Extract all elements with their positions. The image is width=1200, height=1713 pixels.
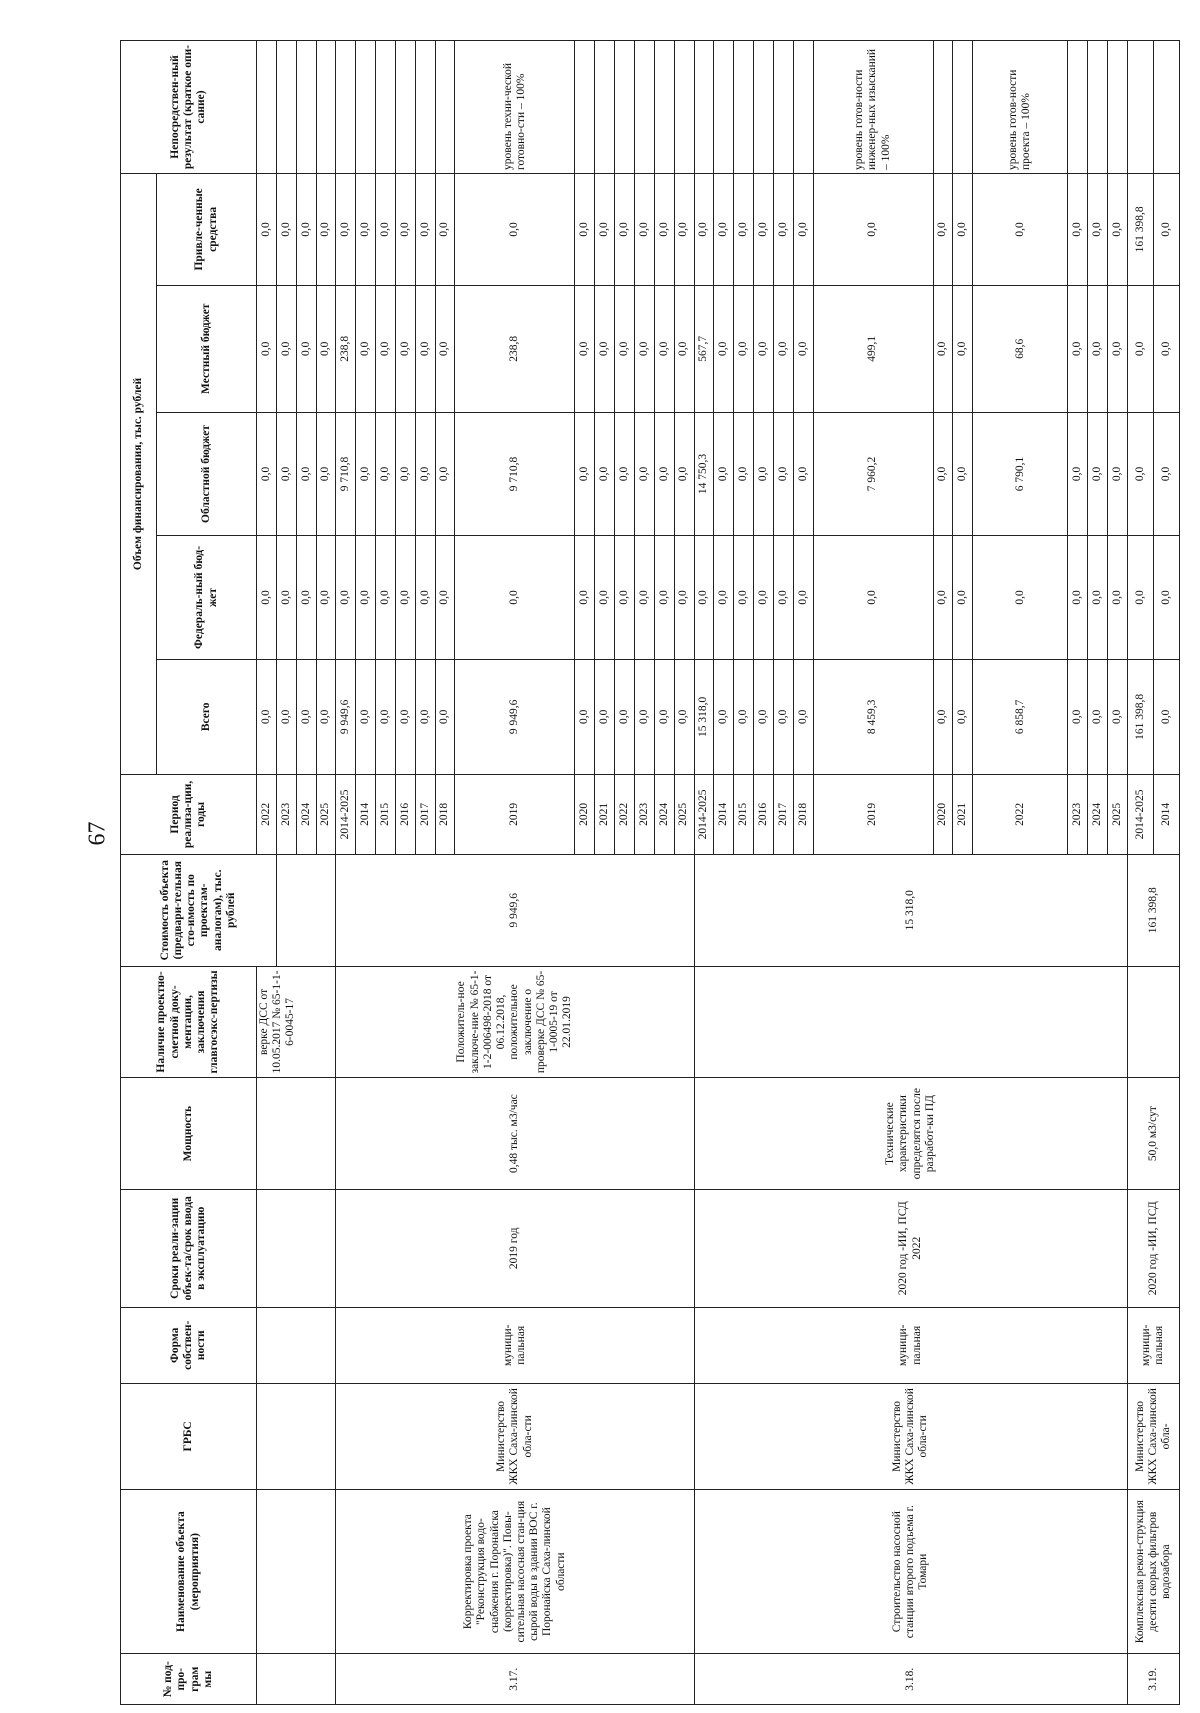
federal-cell: 0,0: [336, 536, 356, 659]
attracted-cell: 0,0: [793, 173, 813, 285]
result-cell: [336, 41, 356, 174]
cost-3-19: 161 398,8: [1127, 854, 1179, 966]
cost-3-17: 9 949,6: [336, 854, 694, 966]
period-cell: 2022: [257, 774, 277, 854]
total-cell: 0,0: [595, 659, 615, 774]
total-cell: 0,0: [615, 659, 635, 774]
object-name-3-17: Корректировка проекта "Реконструкция водо-снабжения г. Поронайска (корректировка)". Повы-сительная насосная стан-ция сырой воды в здании ВОС г. Поронайска Саха-линской области: [336, 1489, 694, 1654]
attracted-cell: 0,0: [356, 173, 376, 285]
object-name-3-19: Комплексная рекон-струкция десяти скорых фильтров водозабора: [1127, 1489, 1179, 1654]
regional-cell: 14 750,3: [694, 412, 714, 535]
total-cell: 0,0: [773, 659, 793, 774]
result-cell: [356, 41, 376, 174]
ownership-3-19: муници-пальная: [1127, 1307, 1179, 1383]
header-num: № под-про-грам мы: [121, 1654, 257, 1705]
terms-3-18: 2020 год -ИИ, ПСД 2022: [694, 1189, 1127, 1307]
header-local: Местный бюджет: [157, 285, 257, 412]
regional-cell: 0,0: [1068, 412, 1088, 535]
attracted-cell: 0,0: [435, 173, 455, 285]
header-period: Период реализа-ции, годы: [121, 774, 257, 854]
period-cell: 2018: [435, 774, 455, 854]
local-cell: 0,0: [296, 285, 316, 412]
local-cell: 0,0: [634, 285, 654, 412]
regional-cell: 0,0: [1127, 412, 1153, 535]
regional-cell: 0,0: [953, 412, 973, 535]
period-cell: 2025: [316, 774, 336, 854]
capacity-3-18: Технические характеристики определятся после разработ-ки ПД: [694, 1078, 1127, 1190]
regional-cell: 7 960,2: [813, 412, 933, 535]
result-cell: [674, 41, 694, 174]
result-cell: [575, 41, 595, 174]
regional-cell: 0,0: [734, 412, 754, 535]
total-cell: 0,0: [395, 659, 415, 774]
attracted-cell: 0,0: [415, 173, 435, 285]
total-cell: 0,0: [296, 659, 316, 774]
psd-3-18: [694, 966, 1127, 1078]
local-cell: 567,7: [694, 285, 714, 412]
local-cell: 0,0: [1088, 285, 1108, 412]
period-cell: 2014: [714, 774, 734, 854]
local-cell: 0,0: [1068, 285, 1088, 412]
result-cell: [634, 41, 654, 174]
total-cell: 8 459,3: [813, 659, 933, 774]
period-cell: 2020: [933, 774, 953, 854]
period-cell: 2017: [773, 774, 793, 854]
local-cell: 0,0: [257, 285, 277, 412]
total-cell: 0,0: [415, 659, 435, 774]
header-ownership: Форма собствен-ности: [121, 1307, 257, 1383]
local-cell: 0,0: [953, 285, 973, 412]
header-total: Всего: [157, 659, 257, 774]
federal-cell: 0,0: [933, 536, 953, 659]
row-num-3-19: 3.19.: [1127, 1654, 1179, 1705]
federal-cell: 0,0: [376, 536, 396, 659]
header-psd: Наличие проектно-сметной доку-ментации, заключения главгосэкс-пертизы: [121, 966, 257, 1078]
result-cell: [595, 41, 615, 174]
result-cell: [1153, 41, 1179, 174]
federal-cell: 0,0: [1088, 536, 1108, 659]
period-cell: 2018: [793, 774, 813, 854]
result-cell: [1088, 41, 1108, 174]
result-3-18-2019: уровень готов-ности инженер-ных изысканий – 100%: [813, 41, 933, 174]
total-cell: 0,0: [435, 659, 455, 774]
local-cell: 0,0: [1127, 285, 1153, 412]
attracted-cell: 161 398,8: [1127, 173, 1153, 285]
regional-cell: 0,0: [793, 412, 813, 535]
total-cell: 0,0: [257, 659, 277, 774]
local-cell: 0,0: [356, 285, 376, 412]
regional-cell: 0,0: [773, 412, 793, 535]
local-cell: 0,0: [793, 285, 813, 412]
period-cell: 2024: [654, 774, 674, 854]
result-cell: [694, 41, 714, 174]
federal-cell: 0,0: [356, 536, 376, 659]
federal-cell: 0,0: [694, 536, 714, 659]
total-cell: 0,0: [376, 659, 396, 774]
period-cell: 2015: [734, 774, 754, 854]
ownership-3-18: муници-пальная: [694, 1307, 1127, 1383]
federal-cell: 0,0: [674, 536, 694, 659]
local-cell: 499,1: [813, 285, 933, 412]
regional-cell: 0,0: [674, 412, 694, 535]
result-cell: [953, 41, 973, 174]
attracted-cell: 0,0: [714, 173, 734, 285]
total-cell: 0,0: [316, 659, 336, 774]
attracted-cell: 0,0: [654, 173, 674, 285]
total-cell: 0,0: [575, 659, 595, 774]
federal-cell: 0,0: [714, 536, 734, 659]
regional-cell: 0,0: [1107, 412, 1127, 535]
federal-cell: 0,0: [734, 536, 754, 659]
federal-cell: 0,0: [973, 536, 1068, 659]
total-cell: 0,0: [276, 659, 296, 774]
total-cell: 0,0: [356, 659, 376, 774]
local-cell: 68,6: [973, 285, 1068, 412]
attracted-cell: 0,0: [953, 173, 973, 285]
attracted-cell: 0,0: [674, 173, 694, 285]
federal-cell: 0,0: [455, 536, 575, 659]
regional-cell: 0,0: [654, 412, 674, 535]
regional-cell: 0,0: [634, 412, 654, 535]
federal-cell: 0,0: [1068, 536, 1088, 659]
regional-cell: 0,0: [575, 412, 595, 535]
local-cell: 0,0: [754, 285, 774, 412]
period-cell: 2014-2025: [1127, 774, 1153, 854]
header-terms: Сроки реали-зации объек-та/срок ввода в эксплуатацию: [121, 1189, 257, 1307]
result-cell: [654, 41, 674, 174]
result-cell: [257, 41, 277, 174]
period-cell: 2020: [575, 774, 595, 854]
local-cell: 0,0: [933, 285, 953, 412]
period-cell: 2021: [595, 774, 615, 854]
federal-cell: 0,0: [435, 536, 455, 659]
attracted-cell: 0,0: [296, 173, 316, 285]
period-cell: 2017: [415, 774, 435, 854]
attracted-cell: 0,0: [1088, 173, 1108, 285]
total-cell: 0,0: [1107, 659, 1127, 774]
psd-cell: верке ДСС от 10.05.2017 № 65-1-1-6-0045-17: [257, 966, 336, 1078]
period-cell: 2019: [813, 774, 933, 854]
grbs-3-18: Министерство ЖКХ Саха-линской обла-сти: [694, 1383, 1127, 1489]
local-cell: 0,0: [674, 285, 694, 412]
grbs-3-19: Министерство ЖКХ Саха-линской обла-: [1127, 1383, 1179, 1489]
result-cell: [395, 41, 415, 174]
rotated-table-wrapper: [120, 40, 1180, 1705]
total-cell: 0,0: [1153, 659, 1179, 774]
local-cell: 0,0: [376, 285, 396, 412]
attracted-cell: 0,0: [455, 173, 575, 285]
result-3-18-2022: уровень готов-ности проекта – 100%: [973, 41, 1068, 174]
period-cell: 2023: [1068, 774, 1088, 854]
attracted-cell: 0,0: [973, 173, 1068, 285]
federal-cell: 0,0: [1153, 536, 1179, 659]
grbs-3-17: Министерство ЖКХ Саха-линской обла-сти: [336, 1383, 694, 1489]
attracted-cell: 0,0: [376, 173, 396, 285]
terms-3-17: 2019 год: [336, 1189, 694, 1307]
federal-cell: 0,0: [634, 536, 654, 659]
federal-cell: 0,0: [793, 536, 813, 659]
period-cell: 2014: [356, 774, 376, 854]
result-cell: [276, 41, 296, 174]
attracted-cell: 0,0: [595, 173, 615, 285]
federal-cell: 0,0: [395, 536, 415, 659]
period-cell: 2021: [953, 774, 973, 854]
psd-3-17: Положитель-ное заключе-ние № 65-1-1-2-006498-2018 от 06.12.2018, положительное заключение о проверке ДСС № 65-1-0005-19 от 22.01.2019: [336, 966, 694, 1078]
terms-3-19: 2020 год -ИИ, ПСД: [1127, 1189, 1179, 1307]
result-cell: [1127, 41, 1153, 174]
period-cell: 2024: [296, 774, 316, 854]
total-cell: 0,0: [1088, 659, 1108, 774]
local-cell: 0,0: [595, 285, 615, 412]
period-cell: 2016: [395, 774, 415, 854]
capacity-3-19: 50,0 м3/сут: [1127, 1078, 1179, 1190]
federal-cell: 0,0: [654, 536, 674, 659]
regional-cell: 0,0: [316, 412, 336, 535]
local-cell: 0,0: [395, 285, 415, 412]
federal-cell: 0,0: [813, 536, 933, 659]
total-cell: 15 318,0: [694, 659, 714, 774]
attracted-cell: 0,0: [773, 173, 793, 285]
regional-cell: 0,0: [415, 412, 435, 535]
total-cell: 0,0: [654, 659, 674, 774]
attracted-cell: 0,0: [395, 173, 415, 285]
local-cell: 0,0: [734, 285, 754, 412]
result-cell: [793, 41, 813, 174]
regional-cell: 0,0: [1088, 412, 1108, 535]
local-cell: 0,0: [1107, 285, 1127, 412]
result-cell: [415, 41, 435, 174]
total-cell: 161 398,8: [1127, 659, 1153, 774]
page-number: 67: [84, 821, 111, 846]
local-cell: 0,0: [435, 285, 455, 412]
federal-cell: 0,0: [773, 536, 793, 659]
federal-cell: 0,0: [615, 536, 635, 659]
attracted-cell: 0,0: [316, 173, 336, 285]
total-cell: 0,0: [1068, 659, 1088, 774]
local-cell: 0,0: [714, 285, 734, 412]
financing-table: [120, 40, 1180, 1705]
total-cell: 0,0: [953, 659, 973, 774]
federal-cell: 0,0: [754, 536, 774, 659]
total-cell: 0,0: [754, 659, 774, 774]
total-cell: 9 949,6: [336, 659, 356, 774]
period-cell: 2014: [1153, 774, 1179, 854]
result-cell: [316, 41, 336, 174]
federal-cell: 0,0: [1107, 536, 1127, 659]
attracted-cell: 0,0: [615, 173, 635, 285]
attracted-cell: 0,0: [1068, 173, 1088, 285]
total-cell: 9 949,6: [455, 659, 575, 774]
local-cell: 0,0: [276, 285, 296, 412]
local-cell: 0,0: [316, 285, 336, 412]
local-cell: 238,8: [455, 285, 575, 412]
cost-3-18: 15 318,0: [694, 854, 1127, 966]
period-cell: 2023: [634, 774, 654, 854]
period-cell: 2015: [376, 774, 396, 854]
period-cell: 2019: [455, 774, 575, 854]
total-cell: 0,0: [674, 659, 694, 774]
total-cell: 0,0: [634, 659, 654, 774]
ownership-3-17: муници-пальная: [336, 1307, 694, 1383]
period-cell: 2023: [276, 774, 296, 854]
result-cell: [435, 41, 455, 174]
regional-cell: 0,0: [754, 412, 774, 535]
total-cell: 0,0: [734, 659, 754, 774]
attracted-cell: 0,0: [813, 173, 933, 285]
period-cell: 2022: [615, 774, 635, 854]
attracted-cell: 0,0: [1153, 173, 1179, 285]
federal-cell: 0,0: [415, 536, 435, 659]
period-cell: 2014-2025: [694, 774, 714, 854]
attracted-cell: 0,0: [575, 173, 595, 285]
attracted-cell: 0,0: [694, 173, 714, 285]
total-cell: 0,0: [933, 659, 953, 774]
regional-cell: 0,0: [395, 412, 415, 535]
row-num-3-18: 3.18.: [694, 1654, 1127, 1705]
federal-cell: 0,0: [575, 536, 595, 659]
total-cell: 0,0: [793, 659, 813, 774]
federal-cell: 0,0: [316, 536, 336, 659]
federal-cell: 0,0: [1127, 536, 1153, 659]
result-3-17: уровень техни-ческой готовно-сти – 100%: [455, 41, 575, 174]
psd-3-19: [1127, 966, 1179, 1078]
attracted-cell: 0,0: [336, 173, 356, 285]
result-cell: [754, 41, 774, 174]
header-federal: Федераль-ный бюд-жет: [157, 536, 257, 659]
result-cell: [734, 41, 754, 174]
regional-cell: 0,0: [356, 412, 376, 535]
regional-cell: 0,0: [376, 412, 396, 535]
federal-cell: 0,0: [953, 536, 973, 659]
header-result: Непосредствен-ный результат (краткое опи-сание): [121, 41, 257, 174]
regional-cell: 0,0: [615, 412, 635, 535]
total-cell: 6 858,7: [973, 659, 1068, 774]
result-cell: [1068, 41, 1088, 174]
local-cell: 0,0: [415, 285, 435, 412]
federal-cell: 0,0: [276, 536, 296, 659]
header-capacity: Мощность: [121, 1078, 257, 1190]
attracted-cell: 0,0: [1107, 173, 1127, 285]
attracted-cell: 0,0: [933, 173, 953, 285]
regional-cell: 0,0: [595, 412, 615, 535]
local-cell: 0,0: [773, 285, 793, 412]
header-name: Наименование объекта (мероприятия): [121, 1489, 257, 1654]
attracted-cell: 0,0: [634, 173, 654, 285]
result-cell: [1107, 41, 1127, 174]
result-cell: [296, 41, 316, 174]
result-cell: [714, 41, 734, 174]
regional-cell: 0,0: [435, 412, 455, 535]
header-funding: Объем финансирования, тыс. рублей: [121, 173, 157, 774]
header-grbs: ГРБС: [121, 1383, 257, 1489]
capacity-3-17: 0,48 тыс. м3/час: [336, 1078, 694, 1190]
local-cell: 0,0: [1153, 285, 1179, 412]
regional-cell: 9 710,8: [455, 412, 575, 535]
local-cell: 238,8: [336, 285, 356, 412]
attracted-cell: 0,0: [754, 173, 774, 285]
federal-cell: 0,0: [257, 536, 277, 659]
row-num-3-17: 3.17.: [336, 1654, 694, 1705]
regional-cell: 0,0: [296, 412, 316, 535]
period-cell: 2022: [973, 774, 1068, 854]
attracted-cell: 0,0: [734, 173, 754, 285]
period-cell: 2014-2025: [336, 774, 356, 854]
total-cell: 0,0: [714, 659, 734, 774]
object-name-3-18: Строительство насосной станции второго подъема г. Томари: [694, 1489, 1127, 1654]
regional-cell: 9 710,8: [336, 412, 356, 535]
result-cell: [615, 41, 635, 174]
period-cell: 2024: [1088, 774, 1108, 854]
period-cell: 2025: [1107, 774, 1127, 854]
regional-cell: 0,0: [257, 412, 277, 535]
regional-cell: 0,0: [1153, 412, 1179, 535]
local-cell: 0,0: [654, 285, 674, 412]
result-cell: [933, 41, 953, 174]
period-cell: 2016: [754, 774, 774, 854]
period-cell: 2025: [674, 774, 694, 854]
header-cost: Стоимость объекта (предвари-тельная сто-имость по проектам-аналогам), тыс. рублей: [121, 854, 277, 966]
federal-cell: 0,0: [595, 536, 615, 659]
attracted-cell: 0,0: [276, 173, 296, 285]
result-cell: [376, 41, 396, 174]
local-cell: 0,0: [615, 285, 635, 412]
header-attracted: Привле-ченные средства: [157, 173, 257, 285]
regional-cell: 0,0: [714, 412, 734, 535]
result-cell: [773, 41, 793, 174]
regional-cell: 6 790,1: [973, 412, 1068, 535]
header-regional: Областной бюджет: [157, 412, 257, 535]
local-cell: 0,0: [575, 285, 595, 412]
regional-cell: 0,0: [276, 412, 296, 535]
regional-cell: 0,0: [933, 412, 953, 535]
attracted-cell: 0,0: [257, 173, 277, 285]
cost-cell: [276, 854, 336, 966]
federal-cell: 0,0: [296, 536, 316, 659]
